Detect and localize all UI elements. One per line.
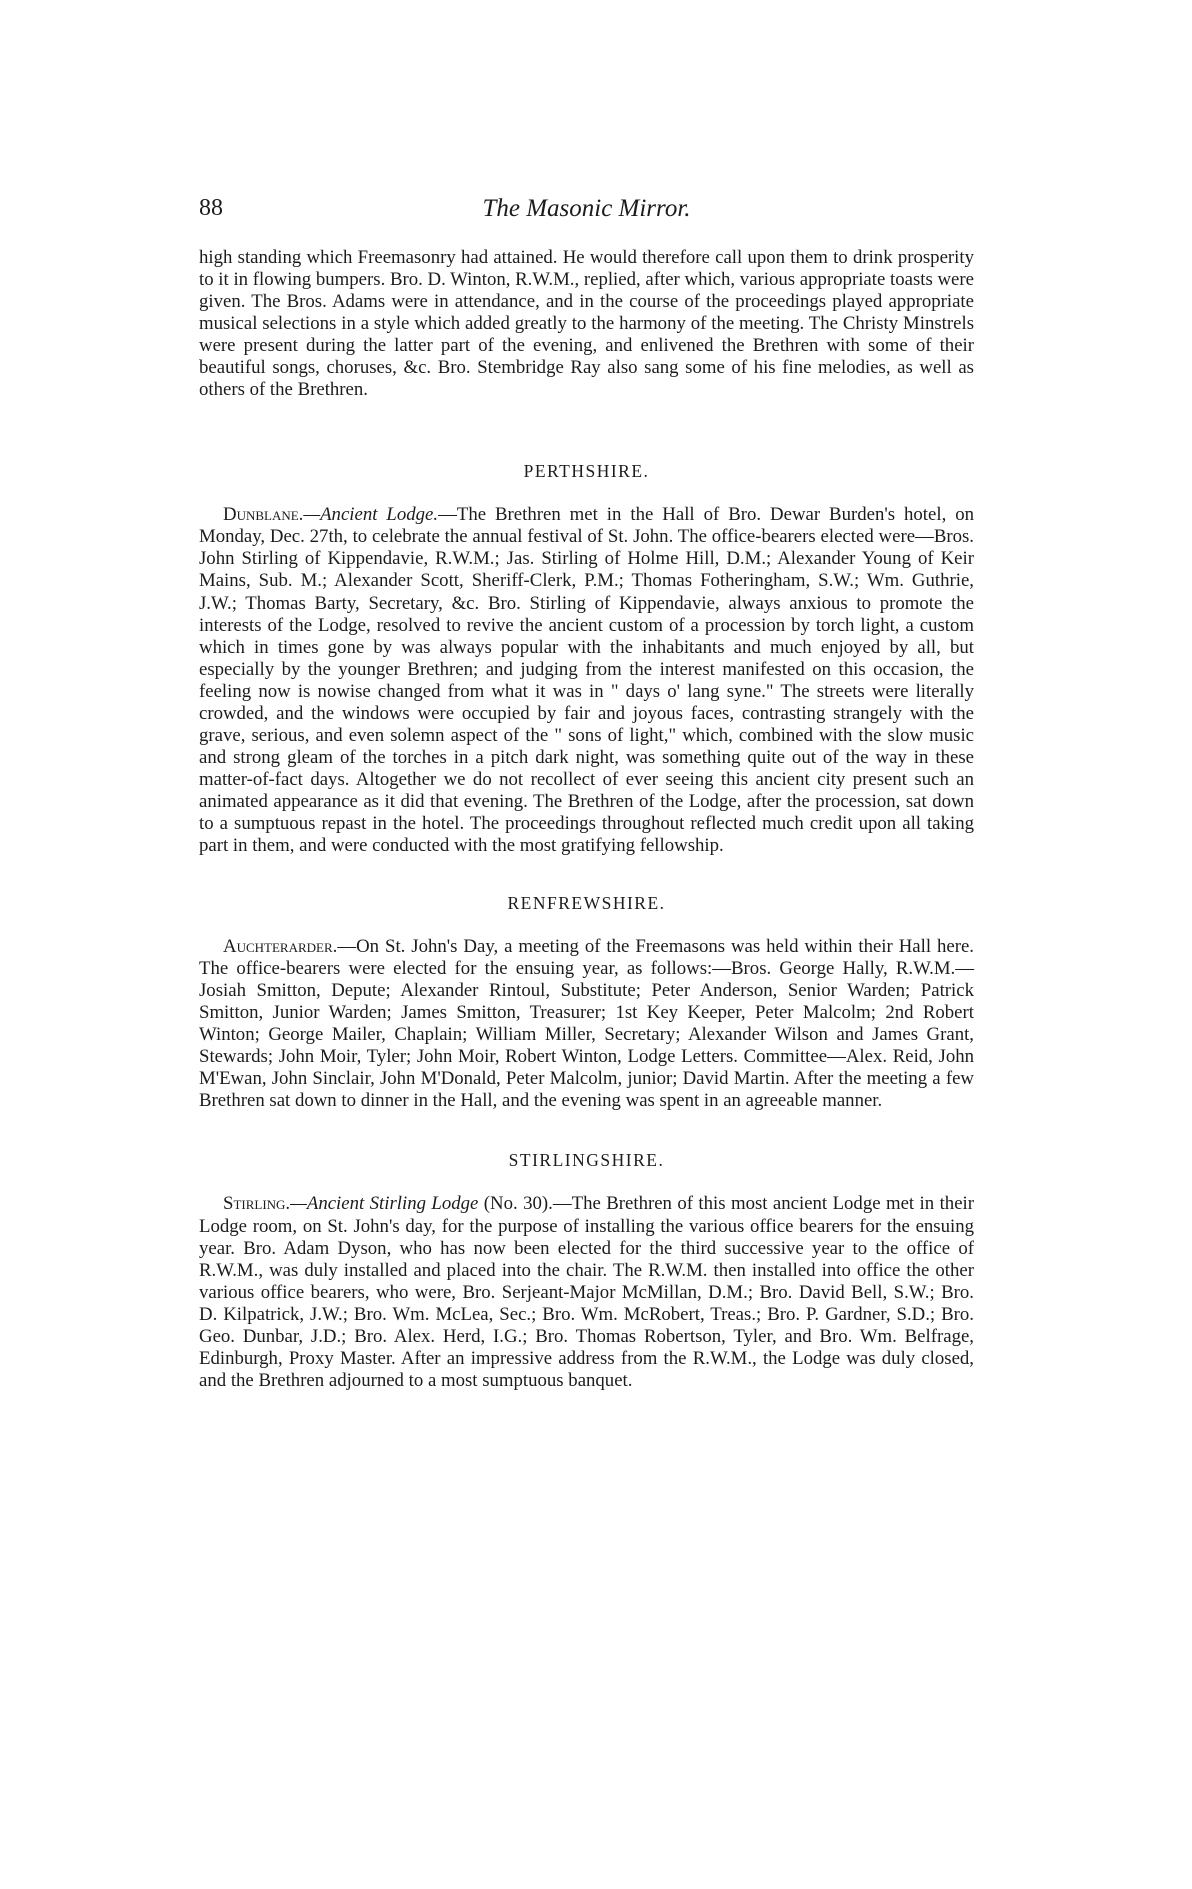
paragraph-body: (No. 30).—The Brethren of this most ancient Lodge met in their Lodge room, on St. John's day, for the purpose of installing the various office bearers for the ensuing year. Bro. Adam Dyson, who has now been elected for the third successive year to the office of R.W.M., was duly installed and placed into the chair. The R.W.M. then installed into office the other various office bearers, who were, Bro. Serjeant-Major McMillan, D.M.; Bro. David Bell, S.W.; Bro. D. Kilpatrick, J.W.; Bro. Wm. McLea, Sec.; Bro. Wm. McRobert, Treas.; Bro. P. Gardner, S.D.; Bro. Geo. Dunbar, J.D.; Bro. Alex. Herd, I.G.; Bro. Thomas Robertson, Tyler, and Bro. Wm. Belfrage, Edinburgh, Proxy Master. After an impressive address from the R.W.M., the Lodge was duly closed, and the Brethren adjourned to a most sumptuous banquet. [199, 1193, 975, 1391]
renfrewshire-paragraph [199, 936, 974, 1112]
paragraph-body: —The Brethren met in the Hall of Bro. Dewar Burden's hotel, on Monday, Dec. 27th, to celebrate the annual festival of St. John. The office-bearers elected were—Bros. John Stirling of Kippendavie, R.W.M.; Jas. Stirling of Holme Hill, D.M.; Alexander Young of Keir Mains, Sub. M.; Alexander Scott, Sheriff-Clerk, P.M.; Thomas Fotheringham, S.W.; Wm. Guthrie, J.W.; Thomas Barty, Secretary, &c. Bro. Stirling of Kippendavie, always anxious to promote the interests of the Lodge, resolved to revive the ancient custom of a procession by torch light, a custom which in times gone by was always popular with the inhabitants and much enjoyed by all, but especially by the younger Brethren; and judging from the interest manifested on this occasion, the feeling now is nowise changed from what it was in " days o' lang syne." The streets were literally crowded, and the windows were occupied by fair and joyous faces, contrasting strangely with the grave, serious, and even solemn aspect of the " sons of light," which, combined with the slow music and strong gleam of the torches in a pitch dark night, was something quite out of the way in these matter-of-fact days. Altogether we do not recollect of ever seeing this ancient city present such an animated appearance as it did that evening. The Brethren of the Lodge, after the procession, sat down to a sumptuous repast in the hotel. The proceedings throughout reflected much credit upon all taking part in them, and were conducted with the most gratifying fellowship. [199, 504, 975, 857]
page-header [199, 195, 974, 235]
page [199, 195, 974, 1392]
journal-title: The Masonic Mirror. [482, 195, 691, 222]
stirlingshire-paragraph [199, 1193, 974, 1391]
section-heading-perthshire: PERTHSHIRE. [523, 461, 650, 482]
section-heading-stirlingshire: STIRLINGSHIRE. [508, 1150, 665, 1171]
place-name: Dunblane. [223, 504, 304, 526]
section-heading-renfrewshire: RENFREWSHIRE. [507, 893, 666, 914]
lodge-name: —Ancient Stirling Lodge [290, 1193, 479, 1215]
intro-paragraph: high standing which Freemasonry had attained. He would therefore call upon them to drink prosperity to it in flowing bumpers. Bro. D. Winton, R.W.M., replied, after which, various appropriate toasts were given. The Bros. Adams were in attendance, and in the course of the proceedings played appropriate musical selections in a style which added greatly to the harmony of the meeting. The Christy Minstrels were present during the latter part of the evening, and enlivened the Brethren with some of their beautiful songs, choruses, &c. Bro. Stembridge Ray also sang some of his fine melodies, as well as others of the Brethren. [199, 247, 974, 401]
paragraph-body: —On St. John's Day, a meeting of the Freemasons was held within their Hall here. The office-bearers were elected for the ensuing year, as follows:—Bros. George Hally, R.W.M.—Josiah Smitton, Depute; Alexander Rintoul, Substitute; Peter Anderson, Senior Warden; Patrick Smitton, Junior Warden; James Smitton, Treasurer; 1st Key Keeper, Peter Malcolm; 2nd Robert Winton; George Mailer, Chaplain; William Miller, Secretary; Alexander Wilson and James Grant, Stewards; John Moir, Tyler; John Moir, Robert Winton, Lodge Letters. Committee—Alex. Reid, John M'Ewan, John Sinclair, John M'Donald, Peter Malcolm, junior; David Martin. After the meeting a few Brethren sat down to dinner in the Hall, and the evening was spent in an agreeable manner. [199, 936, 974, 1112]
lodge-name: —Ancient Lodge. [303, 504, 439, 526]
place-name: Auchterarder. [223, 936, 338, 958]
place-name: Stirling. [223, 1193, 291, 1215]
page-number: 88 [199, 195, 223, 221]
perthshire-paragraph [199, 504, 974, 857]
